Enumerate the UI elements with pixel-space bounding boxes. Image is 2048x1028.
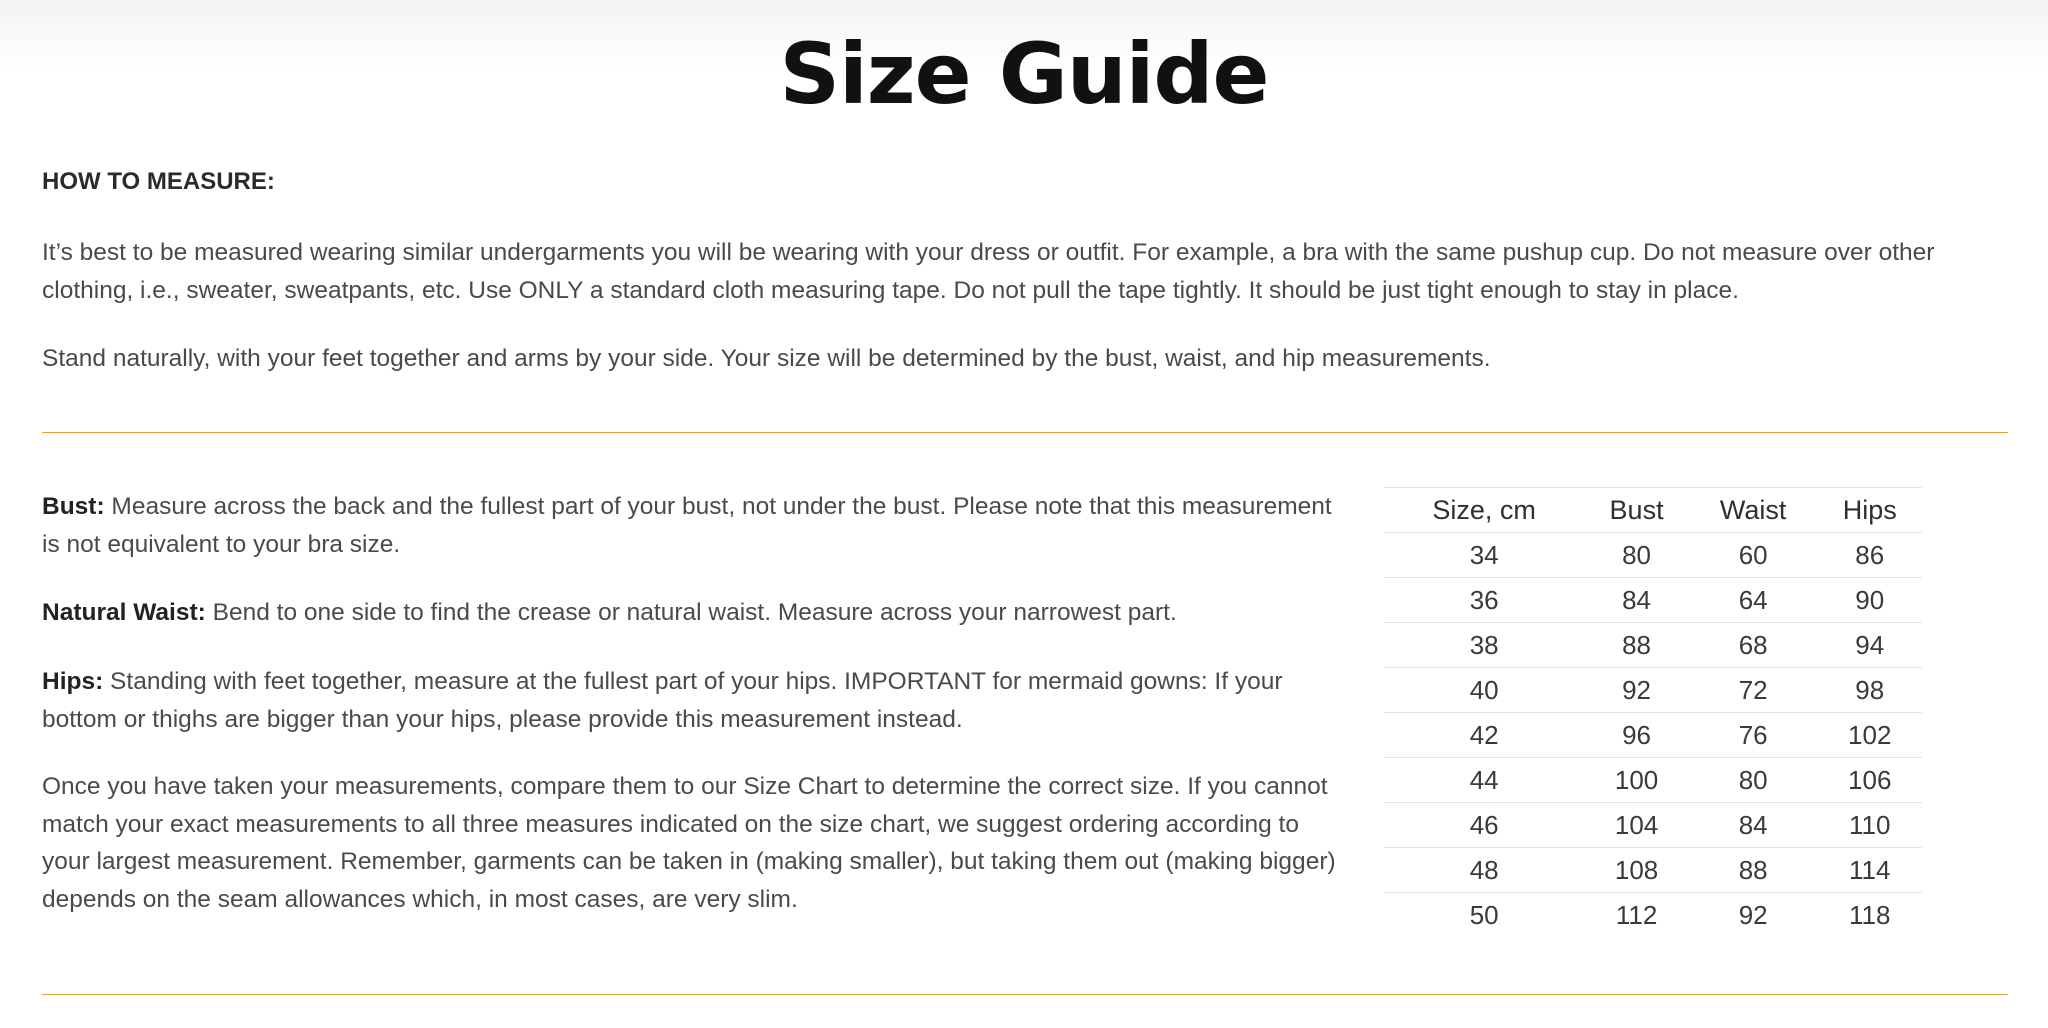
table-cell: 100 — [1584, 758, 1689, 803]
bust-text: Measure across the back and the fullest part of your bust, not under the bust. Please note that this measurement is not equivalent to your bra size. — [42, 493, 1332, 558]
table-cell: 84 — [1689, 803, 1818, 848]
table-row — [1384, 623, 1922, 668]
size-chart-header-row — [1384, 488, 1922, 533]
hips-label: Hips: — [42, 668, 104, 695]
table-row — [1384, 668, 1922, 713]
table-cell: 94 — [1817, 623, 1922, 668]
table-cell: 92 — [1689, 893, 1818, 938]
column-header: Bust — [1584, 488, 1689, 533]
column-header: Size, cm — [1384, 488, 1584, 533]
table-cell: 34 — [1384, 533, 1584, 578]
compare-sizes-paragraph: Once you have taken your measurements, compare them to our Size Chart to determine the correct size. If you cannot match your exact measurements to all three measures indicated on the size chart, we suggest ordering according to your largest measurement. Remember, garments can be taken in (making smaller), but taking them out (making bigger) depends on the seam allowances which, in most cases, are very slim. — [42, 773, 1336, 913]
table-cell: 60 — [1689, 533, 1818, 578]
section-divider — [42, 994, 2008, 995]
size-chart-table — [1384, 487, 1922, 937]
table-cell: 38 — [1384, 623, 1584, 668]
table-cell: 44 — [1384, 758, 1584, 803]
column-header: Waist — [1689, 488, 1818, 533]
table-row — [1384, 803, 1922, 848]
table-cell: 72 — [1689, 668, 1818, 713]
table-cell: 90 — [1817, 578, 1922, 623]
table-row — [1384, 533, 1922, 578]
table-cell: 50 — [1384, 893, 1584, 938]
table-cell: 88 — [1689, 848, 1818, 893]
table-cell: 42 — [1384, 713, 1584, 758]
table-cell: 88 — [1584, 623, 1689, 668]
table-cell: 102 — [1817, 713, 1922, 758]
how-to-measure-heading: HOW TO MEASURE: — [42, 168, 275, 195]
table-row — [1384, 578, 1922, 623]
table-row — [1384, 758, 1922, 803]
table-cell: 108 — [1584, 848, 1689, 893]
table-cell: 104 — [1584, 803, 1689, 848]
table-cell: 80 — [1584, 533, 1689, 578]
table-cell: 84 — [1584, 578, 1689, 623]
intro-paragraph: It’s best to be measured wearing similar undergarments you will be wearing with your dress or outfit. For example, a bra with the same pushup cup. Do not measure over other clothing, i.e., sweater, sweatpants, etc. Use ONLY a standard cloth measuring tape. Do not pull the tape tightly. It should be just tight enough to stay in place. — [42, 239, 1935, 304]
section-divider — [42, 432, 2008, 433]
bust-instruction — [42, 488, 1342, 563]
table-cell: 76 — [1689, 713, 1818, 758]
bust-label: Bust: — [42, 493, 105, 520]
column-header: Hips — [1817, 488, 1922, 533]
page-title: Size Guide — [779, 25, 1269, 123]
waist-text: Bend to one side to find the crease or natural waist. Measure across your narrowest part. — [205, 599, 1177, 626]
table-cell: 112 — [1584, 893, 1689, 938]
table-cell: 110 — [1817, 803, 1922, 848]
waist-label: Natural Waist: — [42, 599, 206, 626]
table-cell: 64 — [1689, 578, 1818, 623]
table-row — [1384, 893, 1922, 938]
table-cell: 86 — [1817, 533, 1922, 578]
stand-naturally-paragraph: Stand naturally, with your feet together and arms by your side. Your size will be determined by the bust, waist, and hip measurements. — [42, 345, 1491, 372]
table-cell: 46 — [1384, 803, 1584, 848]
waist-instruction — [42, 594, 1342, 632]
table-cell: 118 — [1817, 893, 1922, 938]
table-cell: 98 — [1817, 668, 1922, 713]
table-cell: 48 — [1384, 848, 1584, 893]
table-cell: 92 — [1584, 668, 1689, 713]
table-cell: 36 — [1384, 578, 1584, 623]
table-row — [1384, 713, 1922, 758]
size-chart-body — [1384, 533, 1922, 938]
table-cell: 96 — [1584, 713, 1689, 758]
table-cell: 40 — [1384, 668, 1584, 713]
hips-instruction — [42, 663, 1342, 738]
table-cell: 114 — [1817, 848, 1922, 893]
table-cell: 68 — [1689, 623, 1818, 668]
table-cell: 80 — [1689, 758, 1818, 803]
hips-text: Standing with feet together, measure at the fullest part of your hips. IMPORTANT for mermaid gowns: If your bottom or thighs are bigger than your hips, please provide this measurement instead. — [42, 668, 1283, 733]
table-cell: 106 — [1817, 758, 1922, 803]
table-row — [1384, 848, 1922, 893]
